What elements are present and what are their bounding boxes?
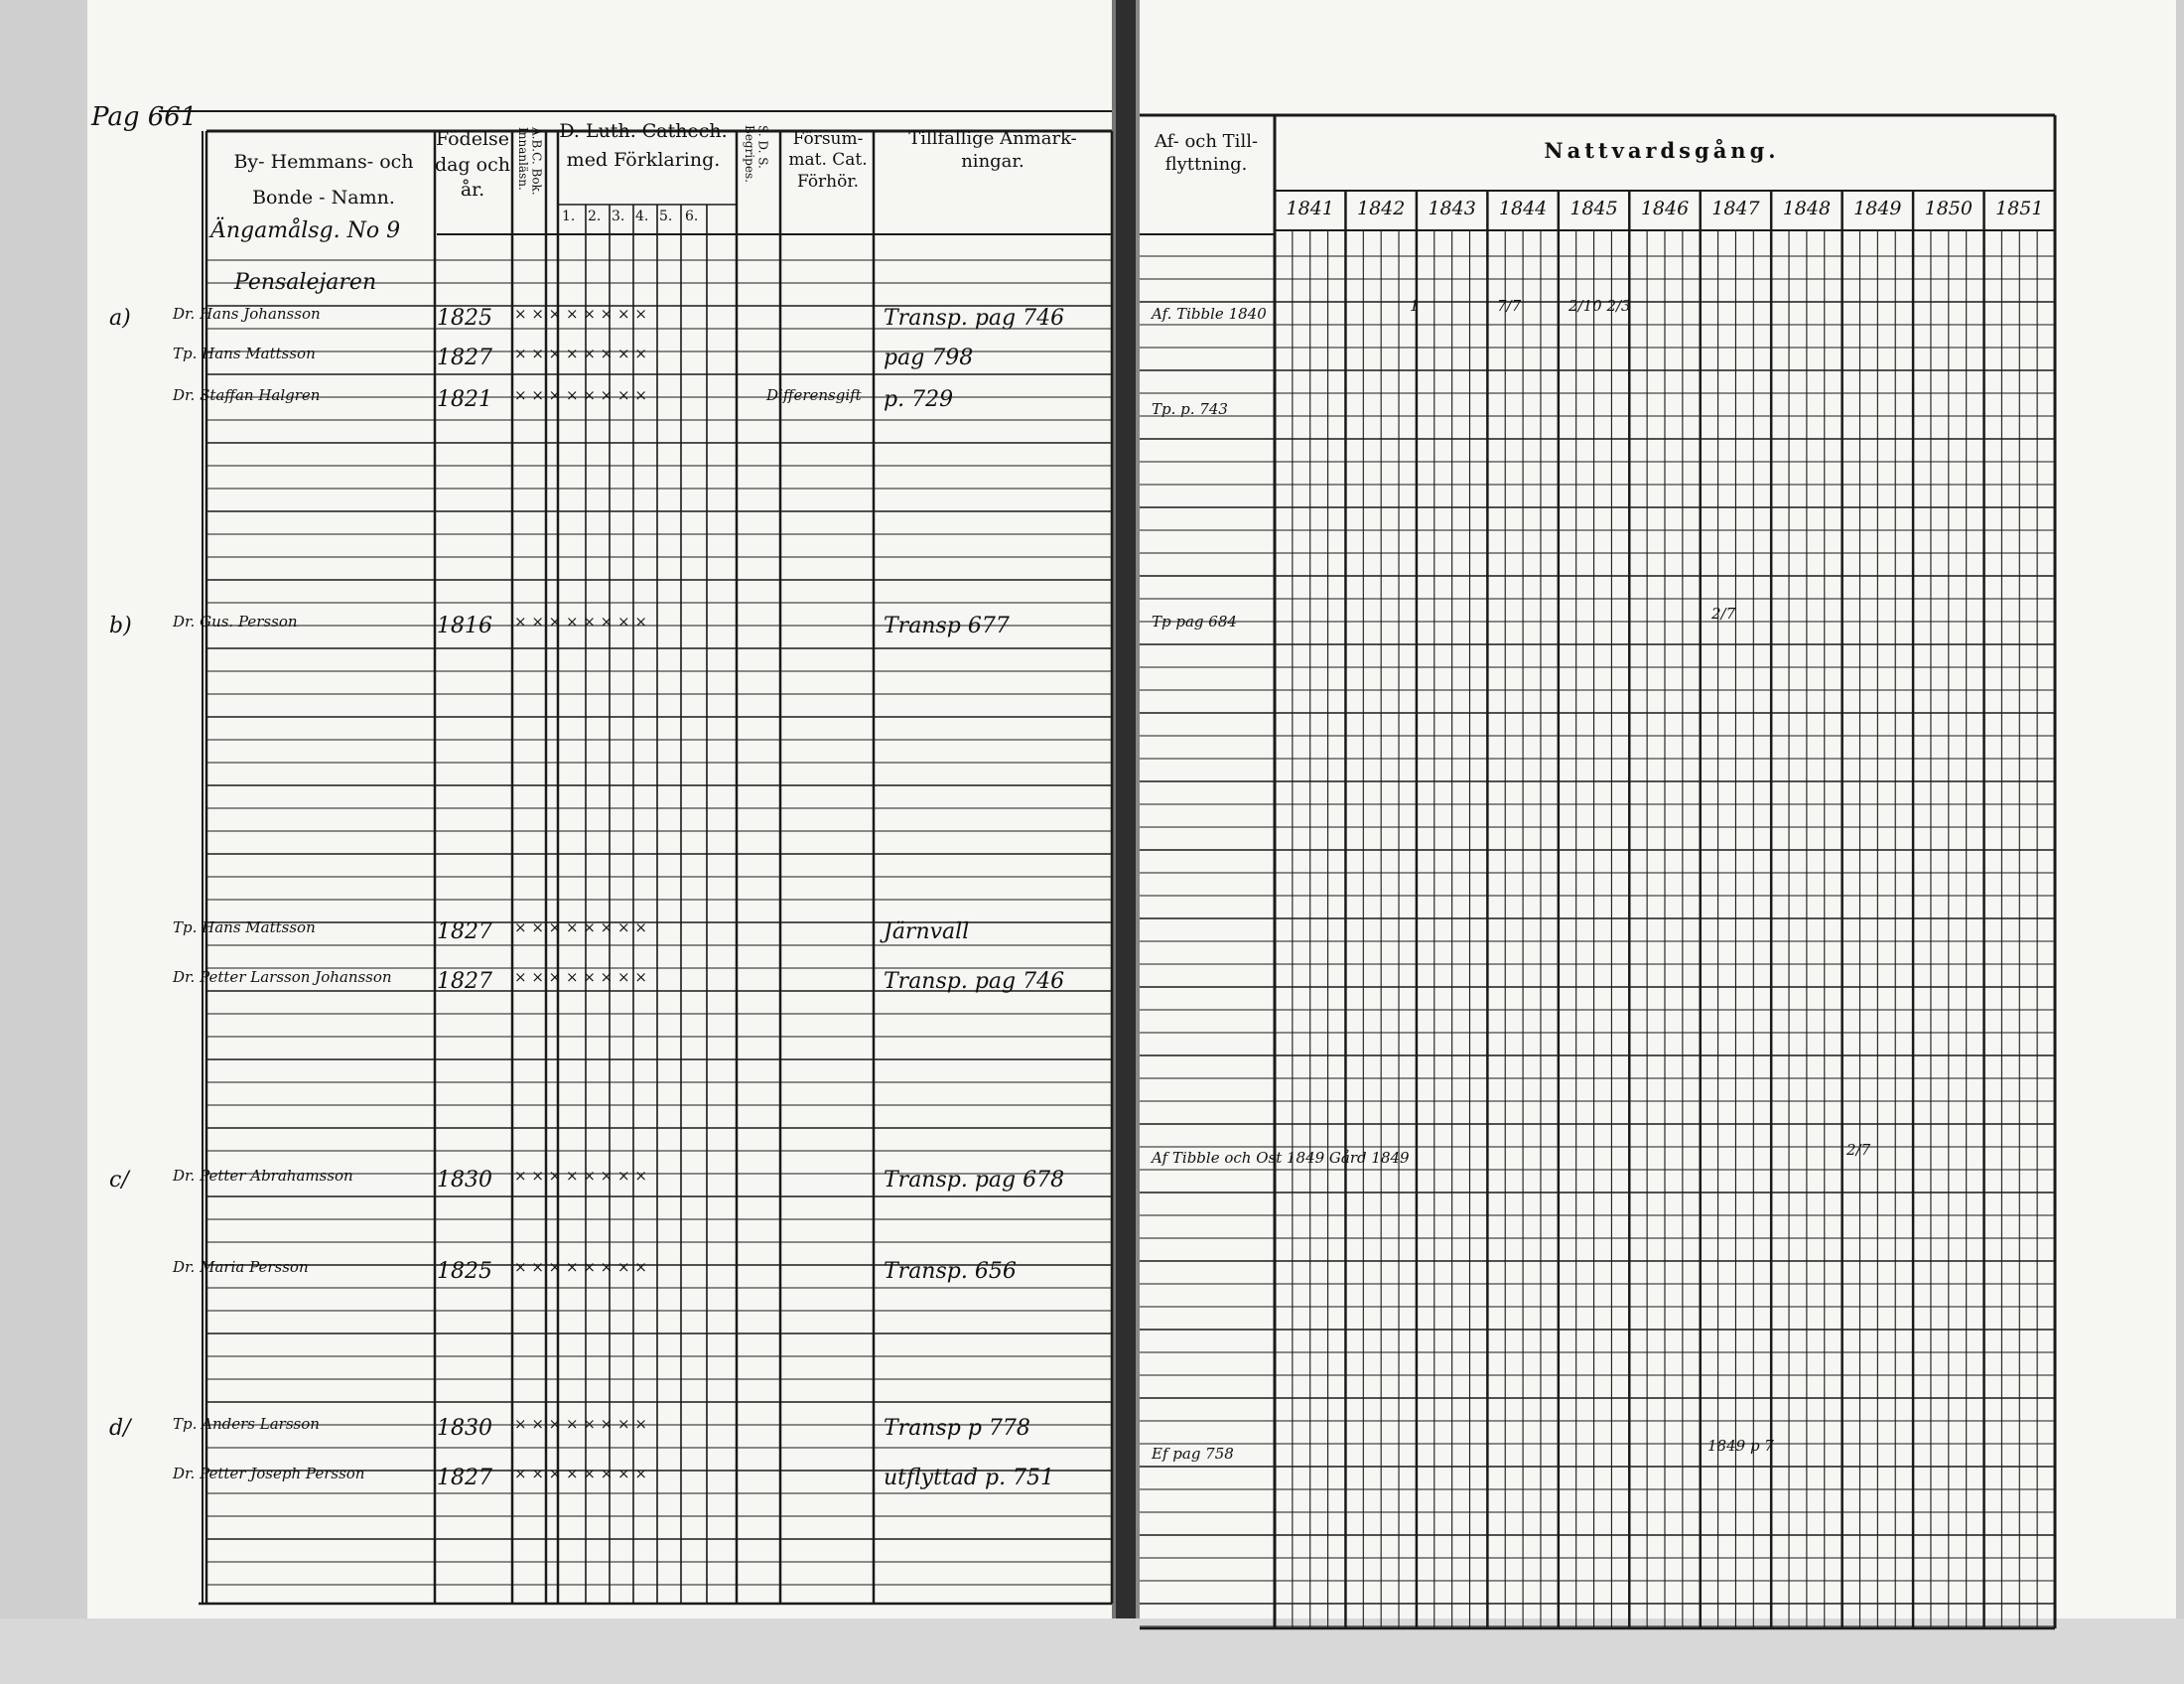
- heading-line-2: Pensalejaren: [234, 270, 377, 295]
- entry-note: Transp. 656: [884, 1259, 1017, 1284]
- communion-mark: 1: [1410, 297, 1420, 315]
- year-label: 1848: [1782, 198, 1832, 219]
- year-label: 1850: [1924, 198, 1973, 219]
- move-entry: Ef pag 758: [1152, 1445, 1234, 1463]
- entry-catechism-marks: × × × × × × × ×: [514, 386, 647, 404]
- year-label: 1845: [1570, 198, 1618, 219]
- heading-line-1: Ängamålsg. No 9: [210, 218, 401, 243]
- catechism-column-number: 5.: [659, 209, 673, 224]
- year-label: 1843: [1428, 198, 1476, 219]
- year-label: 1851: [1995, 198, 2044, 219]
- move-entry: Tp. p. 743: [1152, 400, 1228, 418]
- year-label: 1849: [1853, 198, 1902, 219]
- entry-marker: b): [109, 614, 132, 638]
- move-entry: Tp pag 684: [1152, 613, 1237, 631]
- catechism-column-number: 2.: [588, 209, 602, 224]
- entry-name: Dr. Petter Abrahamsson: [173, 1167, 353, 1185]
- entry-birth-year: 1827: [437, 919, 492, 944]
- header-moves: Af- och Till- flyttning.: [1154, 131, 1259, 175]
- communion-mark: 2/7: [1711, 605, 1736, 623]
- entry-birth-year: 1825: [437, 306, 492, 331]
- entry-name: Dr. Gus. Persson: [173, 613, 298, 631]
- header-neglect: Försum- mat. Cat. Förhör.: [788, 129, 868, 192]
- entry-note: pag 798: [884, 346, 974, 370]
- entry-catechism-marks: × × × × × × × ×: [514, 613, 647, 631]
- entry-note: Järnvall: [884, 919, 970, 944]
- entry-note: Transp 677: [884, 614, 1010, 638]
- entry-marker: c/: [109, 1168, 129, 1193]
- entry-catechism-marks: × × × × × × × ×: [514, 1415, 647, 1433]
- entry-catechism-marks: × × × × × × × ×: [514, 968, 647, 986]
- left-page-paper: [87, 0, 1120, 1633]
- header-catechism: D. Luth. Cathech. med Förklaring.: [559, 120, 728, 171]
- catechism-column-number: 4.: [635, 209, 649, 224]
- year-label: 1842: [1357, 198, 1406, 219]
- entry-note: Transp. pag 746: [884, 306, 1065, 331]
- communion-mark: 2/7: [1846, 1141, 1871, 1159]
- year-label: 1841: [1286, 198, 1334, 219]
- header-birth: Födelse dag och år.: [434, 128, 510, 202]
- catechism-column-number: 6.: [685, 209, 699, 224]
- entry-birth-year: 1825: [437, 1259, 492, 1284]
- entry-note: Transp p 778: [884, 1416, 1030, 1441]
- entry-name: Dr. Hans Johansson: [173, 305, 321, 323]
- entry-birth-year: 1827: [437, 346, 492, 370]
- entry-note: utflyttad p. 751: [884, 1466, 1055, 1490]
- entry-note: Transp. pag 678: [884, 1168, 1065, 1193]
- entry-neglect-note: Differensgift: [766, 386, 862, 404]
- entry-name: Dr. Petter Larsson Johansson: [173, 968, 392, 986]
- entry-catechism-marks: × × × × × × × ×: [514, 918, 647, 936]
- header-communion: Nattvardsgång.: [1544, 138, 1780, 163]
- entry-marker: a): [109, 306, 131, 331]
- header-name: By- Hemmans- och Bonde - Namn.: [233, 151, 414, 210]
- entry-catechism-marks: × × × × × × × ×: [514, 345, 647, 362]
- entry-catechism-marks: × × × × × × × ×: [514, 1258, 647, 1276]
- entry-birth-year: 1827: [437, 969, 492, 994]
- year-label: 1847: [1711, 198, 1760, 219]
- entry-note: p. 729: [884, 387, 954, 412]
- catechism-column-number: 1.: [562, 209, 576, 224]
- communion-mark: 1849 p 7: [1707, 1437, 1774, 1455]
- header-sds: S. D. S. Begripes.: [743, 125, 770, 183]
- entry-birth-year: 1830: [437, 1168, 492, 1193]
- entry-name: Dr. Maria Persson: [173, 1258, 309, 1276]
- entry-birth-year: 1830: [437, 1416, 492, 1441]
- page-reference: Pag 661: [91, 102, 198, 132]
- communion-mark: 2/10 2/3: [1569, 297, 1631, 315]
- header-notes: Tillfällige Anmärk- ningar.: [908, 128, 1077, 173]
- entry-marker: d/: [109, 1416, 131, 1441]
- entry-name: Dr. Petter Joseph Persson: [173, 1465, 365, 1482]
- move-entry: Af. Tibble 1840: [1152, 305, 1267, 323]
- communion-mark: 7/7: [1497, 297, 1522, 315]
- year-label: 1844: [1498, 198, 1548, 219]
- entry-birth-year: 1816: [437, 614, 492, 638]
- move-entry: Af Tibble och Ost 1849 Gård 1849: [1152, 1149, 1410, 1167]
- entry-catechism-marks: × × × × × × × ×: [514, 1465, 647, 1482]
- year-label: 1846: [1640, 198, 1690, 219]
- entry-name: Tp. Hans Mattsson: [173, 918, 316, 936]
- entry-name: Tp. Anders Larsson: [173, 1415, 320, 1433]
- header-abc: A.B.C. Bok. Innanläsn.: [516, 127, 544, 196]
- entry-name: Tp. Hans Mattsson: [173, 345, 316, 362]
- entry-note: Transp. pag 746: [884, 969, 1065, 994]
- entry-catechism-marks: × × × × × × × ×: [514, 305, 647, 323]
- catechism-column-number: 3.: [612, 209, 625, 224]
- entry-birth-year: 1821: [437, 387, 492, 412]
- entry-birth-year: 1827: [437, 1466, 492, 1490]
- entry-name: Dr. Staffan Halgren: [173, 386, 321, 404]
- entry-catechism-marks: × × × × × × × ×: [514, 1167, 647, 1185]
- book-gutter: [1116, 0, 1136, 1684]
